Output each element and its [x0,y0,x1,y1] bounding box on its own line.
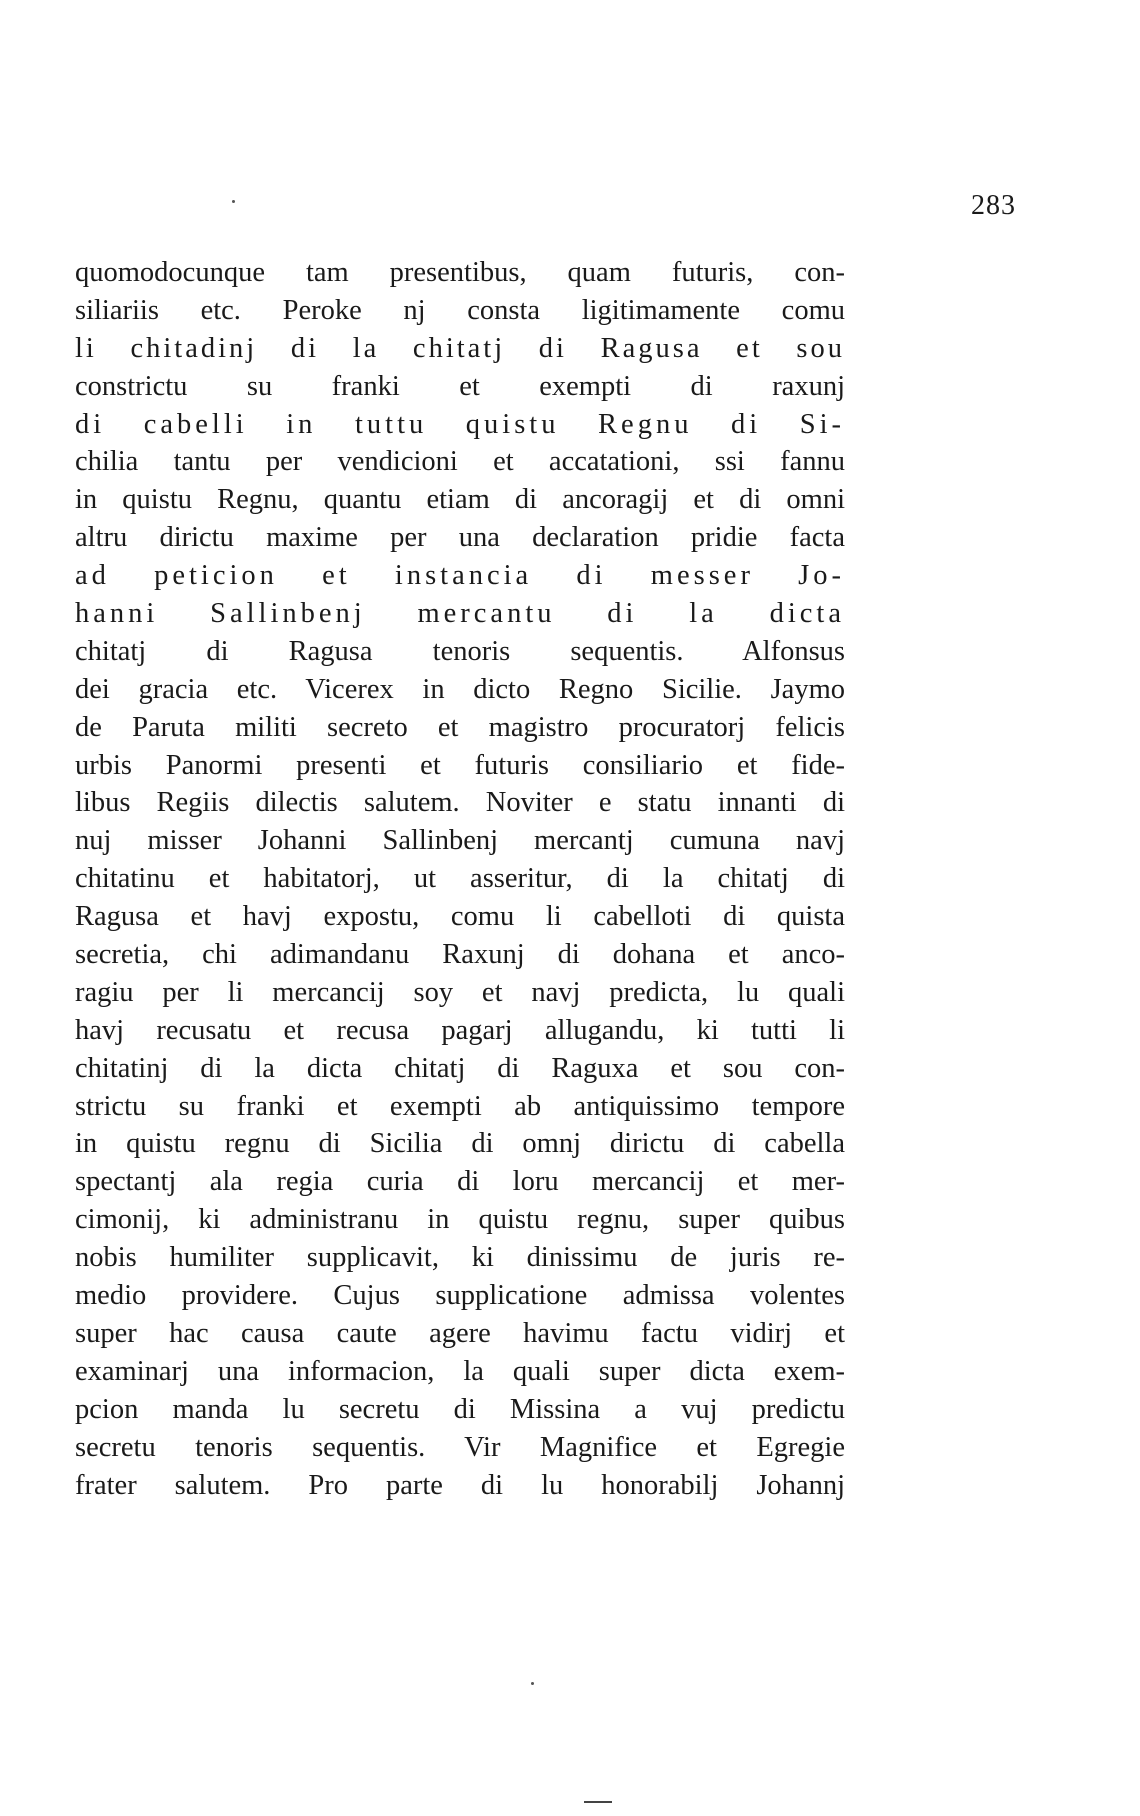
text-line: in quistu Regnu, quantu etiam di ancoragij et di omni [75,484,845,516]
text-line: ragiu per li mercancij soy et navj predicta, lu quali [75,976,845,1008]
page-speck [531,1682,534,1685]
text-line: de Paruta militi secreto et magistro procuratorj felicis [75,711,845,743]
body-text [75,254,845,1504]
text-line: medio providere. Cujus supplicatione admissa volentes [75,1280,845,1312]
page-speck [232,200,235,203]
text-line: pcion manda lu secretu di Missina a vuj predictu [75,1393,845,1425]
text-line: altru dirictu maxime per una declaration pridie facta [75,522,845,554]
text-line: super hac causa caute agere havimu factu vidirj et [75,1317,845,1349]
text-line: chitatinu et habitatorj, ut asseritur, di la chitatj di [75,863,845,895]
text-line: siliariis etc. Peroke nj consta ligitimamente comu [75,294,845,326]
text-line: frater salutem. Pro parte di lu honorabilj Johannj [75,1469,845,1501]
text-line: li chitadinj di la chitatj di Ragusa et sou [75,332,845,364]
text-line: chitatinj di la dicta chitatj di Raguxa et sou con- [75,1052,845,1084]
text-line: secretia, chi adimandanu Raxunj di dohana et anco- [75,939,845,971]
page-mark [584,1801,612,1803]
text-line: cimonij, ki administranu in quistu regnu, super quibus [75,1204,845,1236]
text-line: Ragusa et havj expostu, comu li cabelloti di quista [75,901,845,933]
text-line: libus Regiis dilectis salutem. Noviter e statu innanti di [75,787,845,819]
text-line: di cabelli in tuttu quistu Regnu di Si- [75,408,845,440]
text-line: havj recusatu et recusa pagarj allugandu, ki tutti li [75,1014,845,1046]
text-line: examinarj una informacion, la quali super dicta exem- [75,1355,845,1387]
text-line: chitatj di Ragusa tenoris sequentis. Alfonsus [75,635,845,667]
text-line: secretu tenoris sequentis. Vir Magnifice et Egregie [75,1431,845,1463]
text-line: chilia tantu per vendicioni et accatationi, ssi fannu [75,446,845,478]
text-line: ad peticion et instancia di messer Jo- [75,560,845,592]
text-line: nuj misser Johanni Sallinbenj mercantj cumuna navj [75,825,845,857]
text-line: spectantj ala regia curia di loru mercancij et mer- [75,1166,845,1198]
text-line: strictu su franki et exempti ab antiquissimo tempore [75,1090,845,1122]
text-line: in quistu regnu di Sicilia di omnj dirictu di cabella [75,1128,845,1160]
text-line: constrictu su franki et exempti di raxunj [75,370,845,402]
text-line: hanni Sallinbenj mercantu di la dicta [75,598,845,630]
text-line: urbis Panormi presenti et futuris consiliario et fide- [75,749,845,781]
text-line: dei gracia etc. Vicerex in dicto Regno Sicilie. Jaymo [75,673,845,705]
text-line: nobis humiliter supplicavit, ki dinissimu de juris re- [75,1242,845,1274]
text-line: quomodocunque tam presentibus, quam futuris, con- [75,257,845,288]
page-number: 283 [971,190,1016,221]
